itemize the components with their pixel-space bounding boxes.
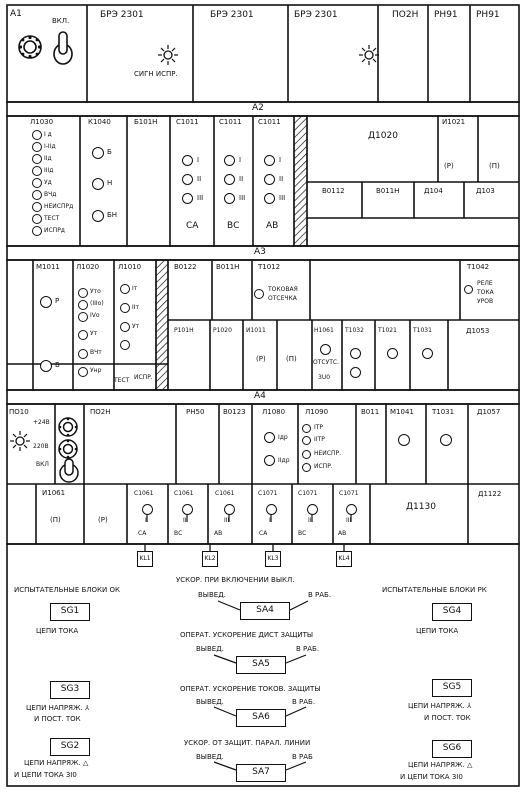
lamp-label: Б	[55, 361, 60, 369]
cell-d1057: Д1057	[477, 408, 501, 416]
sg2-caption-2: И ЦЕПИ ТОКА 3I0	[14, 771, 77, 779]
phase-label: АВ	[266, 221, 279, 231]
sg1-caption: ЦЕПИ ТОКА	[36, 627, 79, 635]
sa6-title: ОПЕРАТ. УСКОРЕНИЕ ТОКОВ. ЗАЩИТЫ	[180, 685, 321, 693]
lamp-l1080-2	[264, 455, 275, 466]
power-220v-label: 220В	[33, 443, 49, 450]
gear-lamp-icon	[57, 438, 79, 460]
sa7-on-label: В РАБ	[292, 753, 313, 761]
cell-c1071-3: С1071	[339, 490, 359, 497]
phase-label: СА	[138, 530, 147, 537]
sg3-caption-2: И ПОСТ. ТОК	[34, 715, 81, 723]
t1012-label-1: ТОКОВАЯ	[268, 286, 298, 293]
lamp-l1030-1	[32, 130, 42, 140]
t1012-label-2: ОТСЕЧКА	[268, 295, 297, 302]
cell-bre2301-2: БРЭ 2301	[210, 10, 254, 20]
p-label: (П)	[286, 355, 297, 363]
lamp-c1061-1	[142, 504, 153, 515]
cell-v0123: В0123	[223, 408, 246, 416]
section-a2-title: А2	[252, 103, 264, 113]
lamp-label: III	[239, 194, 246, 202]
lamp-l1010-3	[120, 322, 130, 332]
switch-sa6[interactable]: SA6	[236, 709, 286, 727]
lamp-c1011-1-i	[182, 155, 193, 166]
lamp-m1011-b	[40, 360, 52, 372]
cell-r1020: Р1020	[213, 327, 232, 334]
lamp-m1041	[398, 434, 410, 446]
phase-label: АВ	[338, 530, 347, 537]
lamp-label: I	[239, 156, 242, 164]
lamp-k1040-b	[92, 147, 104, 159]
cell-i1021: И1021	[442, 118, 466, 126]
test-block-sg4[interactable]: SG4	[432, 603, 472, 621]
sa7-title: УСКОР. ОТ ЗАЩИТ. ПАРАЛ. ЛИНИИ	[184, 739, 311, 747]
lamp-t1042	[464, 285, 473, 294]
lamp-l1030-3	[32, 154, 42, 164]
lamp-c1061-2	[182, 504, 193, 515]
cell-l1020: Л1020	[76, 263, 100, 271]
lamp-k1040-bn	[92, 210, 104, 222]
cell-v011n: В011Н	[376, 187, 400, 195]
n1061-label-1: ОТСУТС.	[313, 359, 339, 366]
lamp-c1011-2-ii	[224, 174, 235, 185]
lamp-label: Iт	[132, 285, 138, 292]
switch-sa7[interactable]: SA7	[236, 764, 286, 782]
power-24v-label: +24В	[33, 419, 50, 426]
cell-t1021: Т1021	[378, 327, 397, 334]
cell-b101n: Б101Н	[134, 118, 158, 126]
lamp-c1011-3-ii	[264, 174, 275, 185]
cell-i1061: И1061	[42, 489, 66, 497]
lamp-l1030-6	[32, 190, 42, 200]
test-block-sg1[interactable]: SG1	[50, 603, 90, 621]
lamp-label: II	[279, 175, 284, 183]
section-a4-title: А4	[254, 391, 266, 401]
cell-a1: А1	[10, 9, 22, 19]
lamp-label: НЕИСПРд	[44, 203, 74, 210]
t1042-label-3: УРОВ	[477, 298, 494, 305]
lamp-c1011-2-iii	[224, 193, 235, 204]
lamp-c1011-3-i	[264, 155, 275, 166]
lamp-label: НЕИСПР.	[314, 450, 342, 457]
lamp-c1011-1-iii	[182, 193, 193, 204]
sg6-caption: ЦЕПИ НАПРЯЖ. △	[408, 761, 473, 769]
sg4-caption: ЦЕПИ ТОКА	[416, 627, 459, 635]
cell-v011: В011	[361, 408, 380, 416]
sa4-title: УСКОР. ПРИ ВКЛЮЧЕНИИ ВЫКЛ.	[176, 576, 295, 584]
r-label: (Р)	[98, 516, 108, 524]
lamp-label: I	[197, 156, 200, 164]
roman-label: I	[145, 517, 147, 524]
cell-v0112: В0112	[322, 187, 345, 195]
lamp-c1071-2	[307, 504, 318, 515]
lamp-t1032-a	[350, 348, 361, 359]
lamp-label: БН	[107, 211, 118, 219]
lamp-t1031-a4	[440, 434, 452, 446]
cell-n1061: Н1061	[314, 327, 334, 334]
lamp-l1090-2	[302, 436, 311, 445]
lamp-label: Б	[107, 148, 112, 156]
r-label: (Р)	[256, 355, 266, 363]
lamp-c1011-1-ii	[182, 174, 193, 185]
p-label: (П)	[50, 516, 61, 524]
lamp-label: IVо	[90, 312, 100, 319]
test-block-sg5[interactable]: SG5	[432, 679, 472, 697]
switch-sa4[interactable]: SA4	[240, 602, 290, 620]
lamp-label: Iдр	[278, 434, 288, 441]
lamp-l1030-7	[32, 202, 42, 212]
t1042-label-1: РЕЛЕ	[477, 280, 493, 287]
toggle-switch[interactable]	[52, 30, 74, 66]
cell-c1011-1: С1011	[176, 118, 199, 126]
cell-d104: Д104	[424, 187, 443, 195]
lamp-label: ИСПР.	[314, 463, 333, 470]
lamp-label: Уд	[44, 179, 52, 186]
lamp-label: ВЧт	[90, 349, 102, 356]
lamp-l1080-1	[264, 432, 275, 443]
lamp-l1030-2	[32, 142, 42, 152]
phase-label: СА	[186, 221, 199, 231]
relay-kl4: KL4	[336, 551, 352, 567]
lamp-label: I д	[44, 131, 52, 138]
cell-rn50: РН50	[186, 408, 205, 416]
cell-bre2301-1: БРЭ 2301	[100, 10, 144, 20]
cell-t1012: Т1012	[258, 263, 281, 271]
lamp-label: Уто	[90, 288, 101, 295]
test-block-sg6[interactable]: SG6	[432, 740, 472, 758]
lamp-c1011-2-i	[224, 155, 235, 166]
signal-label: СИГН ИСПР.	[134, 70, 178, 78]
cell-t1042: Т1042	[467, 263, 490, 271]
sg5-caption-2: И ПОСТ. ТОК	[424, 714, 471, 722]
roman-label: III	[346, 517, 352, 524]
power-toggle-switch[interactable]	[58, 458, 80, 484]
cell-k1040: К1040	[88, 118, 111, 126]
cell-c1061-1: С1061	[134, 490, 154, 497]
lamp-l1090-3	[302, 450, 311, 459]
cell-v0122: В0122	[174, 263, 197, 271]
lamp-l1030-9	[32, 226, 42, 236]
test-block-sg2[interactable]: SG2	[50, 738, 90, 756]
gear-lamp-icon	[17, 34, 43, 60]
cell-l1030: Л1030	[30, 118, 54, 126]
cell-l1090: Л1090	[305, 408, 329, 416]
roman-label: II	[183, 517, 187, 524]
cell-po2n: ПО2Н	[90, 408, 111, 416]
lamp-n1061	[320, 344, 331, 355]
sa4-on-label: В РАБ.	[308, 591, 332, 599]
lamp-l1020-4	[78, 330, 88, 340]
sa7-off-label: ВЫВЕД.	[196, 753, 224, 761]
sa4-off-label: ВЫВЕД.	[198, 591, 226, 599]
lamp-label: IIIд	[44, 167, 54, 174]
lamp-label: Ут	[90, 330, 98, 337]
lamp-label: (IIIо)	[90, 300, 104, 307]
phase-label: АВ	[214, 530, 223, 537]
lamp-l1030-8	[32, 214, 42, 224]
cell-rn91-2: РН91	[476, 10, 500, 20]
phase-label: ВС	[298, 530, 307, 537]
cell-v011n: В011Н	[216, 263, 240, 271]
lamp-l1010-2	[120, 303, 130, 313]
lamp-t1012	[254, 289, 264, 299]
lamp-label: I-IIд	[44, 143, 56, 150]
cell-d1130: Д1130	[406, 502, 436, 512]
lamp-label: ИСПР.	[134, 374, 153, 381]
lamp-l1030-4	[32, 166, 42, 176]
right-test-blocks-title: ИСПЫТАТЕЛЬНЫЕ БЛОКИ РК	[382, 586, 487, 594]
lamp-t1021	[387, 348, 398, 359]
lamp-c1071-3	[346, 504, 357, 515]
relay-kl3: KL3	[265, 551, 281, 567]
lamp-t1032-b	[350, 367, 361, 378]
lamp-l1090-1	[302, 424, 311, 433]
switch-sa5[interactable]: SA5	[236, 656, 286, 674]
cell-d1020: Д1020	[368, 131, 398, 141]
n1061-label-2: 3U0	[318, 374, 331, 381]
cell-i1011: И1011	[246, 327, 266, 334]
cell-l1080: Л1080	[262, 408, 286, 416]
p-label: (П)	[489, 162, 500, 170]
t1042-label-2: ТОКА	[477, 289, 494, 296]
signal-lamp-icon	[157, 44, 179, 66]
cell-c1071-2: С1071	[298, 490, 318, 497]
lamp-t1031	[422, 348, 433, 359]
lamp-l1010-4	[120, 340, 130, 350]
lamp-label: Унр	[90, 367, 102, 374]
roman-label: III	[224, 517, 230, 524]
lamp-label: Р	[55, 297, 60, 305]
lamp-l1020-1	[78, 288, 88, 298]
cell-t1031: Т1031	[413, 327, 432, 334]
cell-c1011-3: С1011	[258, 118, 281, 126]
lamp-label: III	[279, 194, 286, 202]
lamp-l1020-5	[78, 349, 88, 359]
cell-t1032: Т1032	[345, 327, 364, 334]
lamp-label: II	[239, 175, 244, 183]
roman-label: II	[308, 517, 312, 524]
sg3-caption: ЦЕПИ НАПРЯЖ. ⅄	[26, 704, 90, 712]
lamp-l1010-1	[120, 284, 130, 294]
lamp-l1020-3	[78, 312, 88, 322]
sg6-caption-2: И ЦЕПИ ТОКА 3I0	[400, 773, 463, 781]
lamp-c1011-3-iii	[264, 193, 275, 204]
phase-label: ВС	[174, 530, 183, 537]
phase-label: СА	[259, 530, 268, 537]
cell-d103: Д103	[476, 187, 495, 195]
cell-c1061-3: С1061	[215, 490, 235, 497]
lamp-label: ТЕСТ	[114, 377, 130, 384]
cell-bre2301-3: БРЭ 2301	[294, 10, 338, 20]
sa5-off-label: ВЫВЕД.	[196, 645, 224, 653]
po10-lamp-icon	[9, 430, 31, 452]
sa5-title: ОПЕРАТ. УСКОРЕНИЕ ДИСТ ЗАЩИТЫ	[180, 631, 314, 639]
lamp-label: ВЧд	[44, 191, 57, 198]
sa5-on-label: В РАБ.	[296, 645, 320, 653]
po2n-lamp-icon	[358, 44, 380, 66]
roman-label: I	[269, 517, 271, 524]
sa6-off-label: ВЫВЕД.	[196, 698, 224, 706]
lamp-label: Ут	[132, 323, 140, 330]
cell-c1011-2: С1011	[219, 118, 242, 126]
toggle-label: ВКЛ.	[52, 17, 70, 25]
phase-label: ВС	[227, 221, 240, 231]
cell-m1011: М1011	[36, 263, 60, 271]
lamp-label: Н	[107, 179, 113, 187]
sg5-caption: ЦЕПИ НАПРЯЖ. ⅄	[408, 702, 472, 710]
cell-d1053: Д1053	[466, 327, 490, 335]
lamp-label: I	[279, 156, 282, 164]
cell-r101n: Р101Н	[174, 327, 194, 334]
lamp-c1061-3	[224, 504, 235, 515]
test-block-sg3[interactable]: SG3	[50, 681, 90, 699]
lamp-label: III	[197, 194, 204, 202]
relay-kl2: KL2	[202, 551, 218, 567]
lamp-label: IТР	[314, 424, 324, 431]
cell-t1031: Т1031	[432, 408, 455, 416]
lamp-label: II	[197, 175, 202, 183]
cell-po10: ПО10	[9, 408, 29, 416]
lamp-l1030-5	[32, 178, 42, 188]
lamp-label: IIд	[44, 155, 52, 162]
power-on-label: ВКЛ	[36, 461, 49, 468]
cell-rn91-1: РН91	[434, 10, 458, 20]
cell-l1010: Л1010	[118, 263, 142, 271]
cell-d1122: Д1122	[478, 490, 502, 498]
lamp-l1020-2	[78, 300, 88, 310]
lamp-label: ТЕСТ	[44, 215, 60, 222]
gear-lamp-icon	[57, 416, 79, 438]
cell-po2n: ПО2Н	[392, 10, 419, 20]
cell-c1071-1: С1071	[258, 490, 278, 497]
cell-m1041: М1041	[390, 408, 414, 416]
lamp-c1071-1	[266, 504, 277, 515]
lamp-label: IIдр	[278, 457, 290, 464]
sg2-caption: ЦЕПИ НАПРЯЖ. △	[24, 759, 89, 767]
left-test-blocks-title: ИСПЫТАТЕЛЬНЫЕ БЛОКИ ОК	[14, 586, 120, 594]
lamp-k1040-n	[92, 178, 104, 190]
lamp-m1011-r	[40, 296, 52, 308]
r-label: (Р)	[444, 162, 454, 170]
lamp-label: IIт	[132, 304, 140, 311]
lamp-label: ИСПРд	[44, 227, 65, 234]
relay-kl1: KL1	[137, 551, 153, 567]
lamp-label: IIТР	[314, 436, 325, 443]
cell-c1061-2: С1061	[174, 490, 194, 497]
sa6-on-label: В РАБ.	[292, 698, 316, 706]
section-a3-title: А3	[254, 247, 266, 257]
lamp-l1090-4	[302, 463, 311, 472]
lamp-l1020-6	[78, 367, 88, 377]
